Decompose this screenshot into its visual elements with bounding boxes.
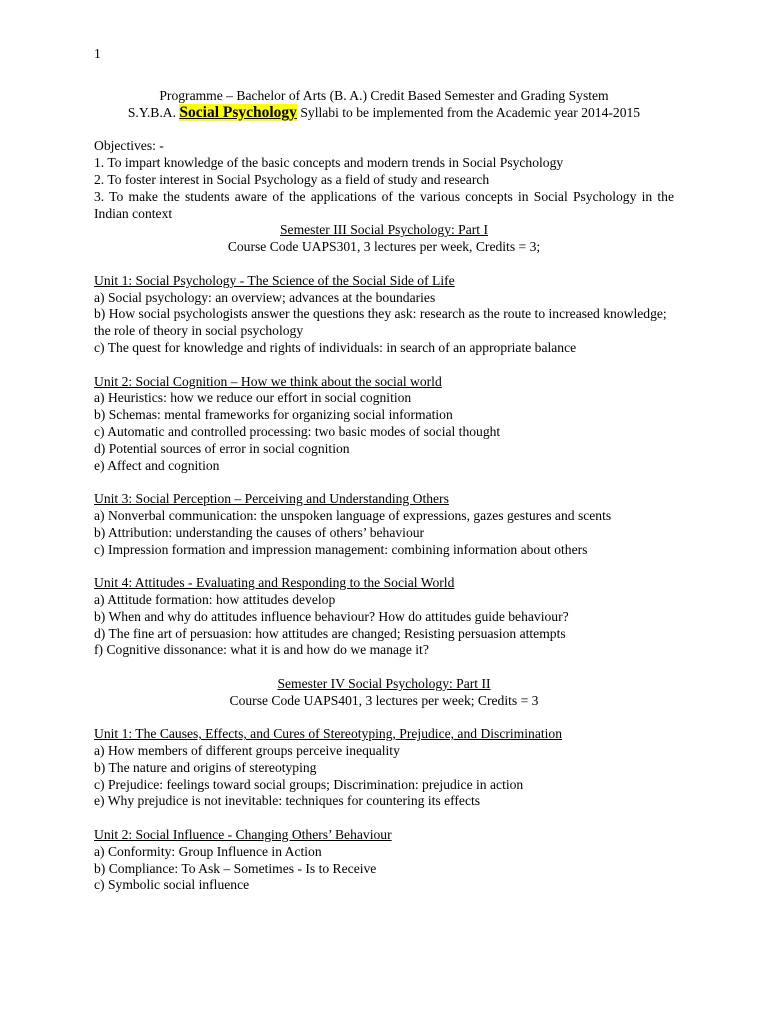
unit-title: Unit 1: The Causes, Effects, and Cures of Stereotyping, Prejudice, and Discrimination — [94, 726, 563, 742]
unit-item: e) Why prejudice is not inevitable: techniques for countering its effects — [94, 793, 481, 809]
unit-item: a) How members of different groups perceive inequality — [94, 743, 400, 759]
unit-item: e) Affect and cognition — [94, 457, 220, 473]
unit-item: a) Attitude formation: how attitudes develop — [94, 591, 336, 607]
unit-title: Unit 1: Social Psychology - The Science of the Social Side of Life — [94, 272, 455, 288]
unit-item: a) Nonverbal communication: the unspoken language of expressions, gazes gestures and scents — [94, 507, 612, 523]
programme-line: Programme – Bachelor of Arts (B. A.) Credit Based Semester and Grading System — [159, 88, 609, 103]
unit-item: b) When and why do attitudes influence behaviour? How do attitudes guide behaviour? — [94, 608, 569, 624]
unit-item: c) Prejudice: feelings toward social groups; Discrimination: prejudice in action — [94, 776, 524, 792]
document-content — [94, 88, 674, 894]
syllabus-implementation-text: Syllabi to be implemented from the Academic year 2014-2015 — [300, 104, 641, 120]
unit-item: a) Conformity: Group Influence in Action — [94, 843, 322, 859]
unit-title: Unit 3: Social Perception – Perceiving and Understanding Others — [94, 491, 449, 507]
unit-item: c) The quest for knowledge and rights of individuals: in search of an appropriate balance — [94, 339, 577, 355]
course-code: Course Code UAPS401, 3 lectures per week; Credits = 3 — [229, 692, 539, 708]
class-label: S.Y.B.A. — [127, 104, 176, 120]
unit-item: a) Social psychology: an overview; advances at the boundaries — [94, 289, 436, 305]
objective-item: 2. To foster interest in Social Psychology as a field of study and research — [94, 171, 490, 187]
objective-item: 3. To make the students aware of the applications of the various concepts in Social Psychology in the Indian context — [94, 188, 674, 221]
unit-item: d) Potential sources of error in social cognition — [94, 440, 350, 456]
unit-title: Unit 2: Social Cognition – How we think about the social world — [94, 373, 442, 389]
syllabus-title-line — [94, 105, 674, 122]
unit-title: Unit 4: Attitudes - Evaluating and Responding to the Social World — [94, 575, 455, 591]
unit-item: b) How social psychologists answer the questions they ask: research as the route to increased knowledge; the role of theory in social psychology — [94, 306, 667, 339]
unit-item: f) Cognitive dissonance: what it is and how do we manage it? — [94, 642, 429, 658]
unit-item: d) The fine art of persuasion: how attitudes are changed; Resisting persuasion attempts — [94, 625, 566, 641]
unit-item: c) Impression formation and impression management: combining information about others — [94, 541, 588, 557]
unit-title: Unit 2: Social Influence - Changing Others’ Behaviour — [94, 827, 392, 843]
course-code: Course Code UAPS301, 3 lectures per week, Credits = 3; — [227, 239, 541, 255]
page-number: 1 — [94, 46, 101, 61]
unit-item: b) Compliance: To Ask – Sometimes - Is to Receive — [94, 860, 377, 876]
unit-item: a) Heuristics: how we reduce our effort in social cognition — [94, 390, 412, 406]
unit-item: b) The nature and origins of stereotyping — [94, 759, 317, 775]
objectives-title: Objectives: - — [94, 138, 164, 154]
unit-item: b) Attribution: understanding the causes of others’ behaviour — [94, 524, 425, 540]
objective-item: 1. To impart knowledge of the basic concepts and modern trends in Social Psychology — [94, 155, 564, 171]
unit-item: c) Symbolic social influence — [94, 877, 250, 893]
subject-highlight: Social Psychology — [179, 103, 297, 121]
unit-item: b) Schemas: mental frameworks for organizing social information — [94, 407, 453, 423]
semester-title: Semester IV Social Psychology: Part II — [277, 675, 491, 691]
unit-item: c) Automatic and controlled processing: two basic modes of social thought — [94, 423, 501, 439]
semester-title: Semester III Social Psychology: Part I — [279, 222, 489, 238]
